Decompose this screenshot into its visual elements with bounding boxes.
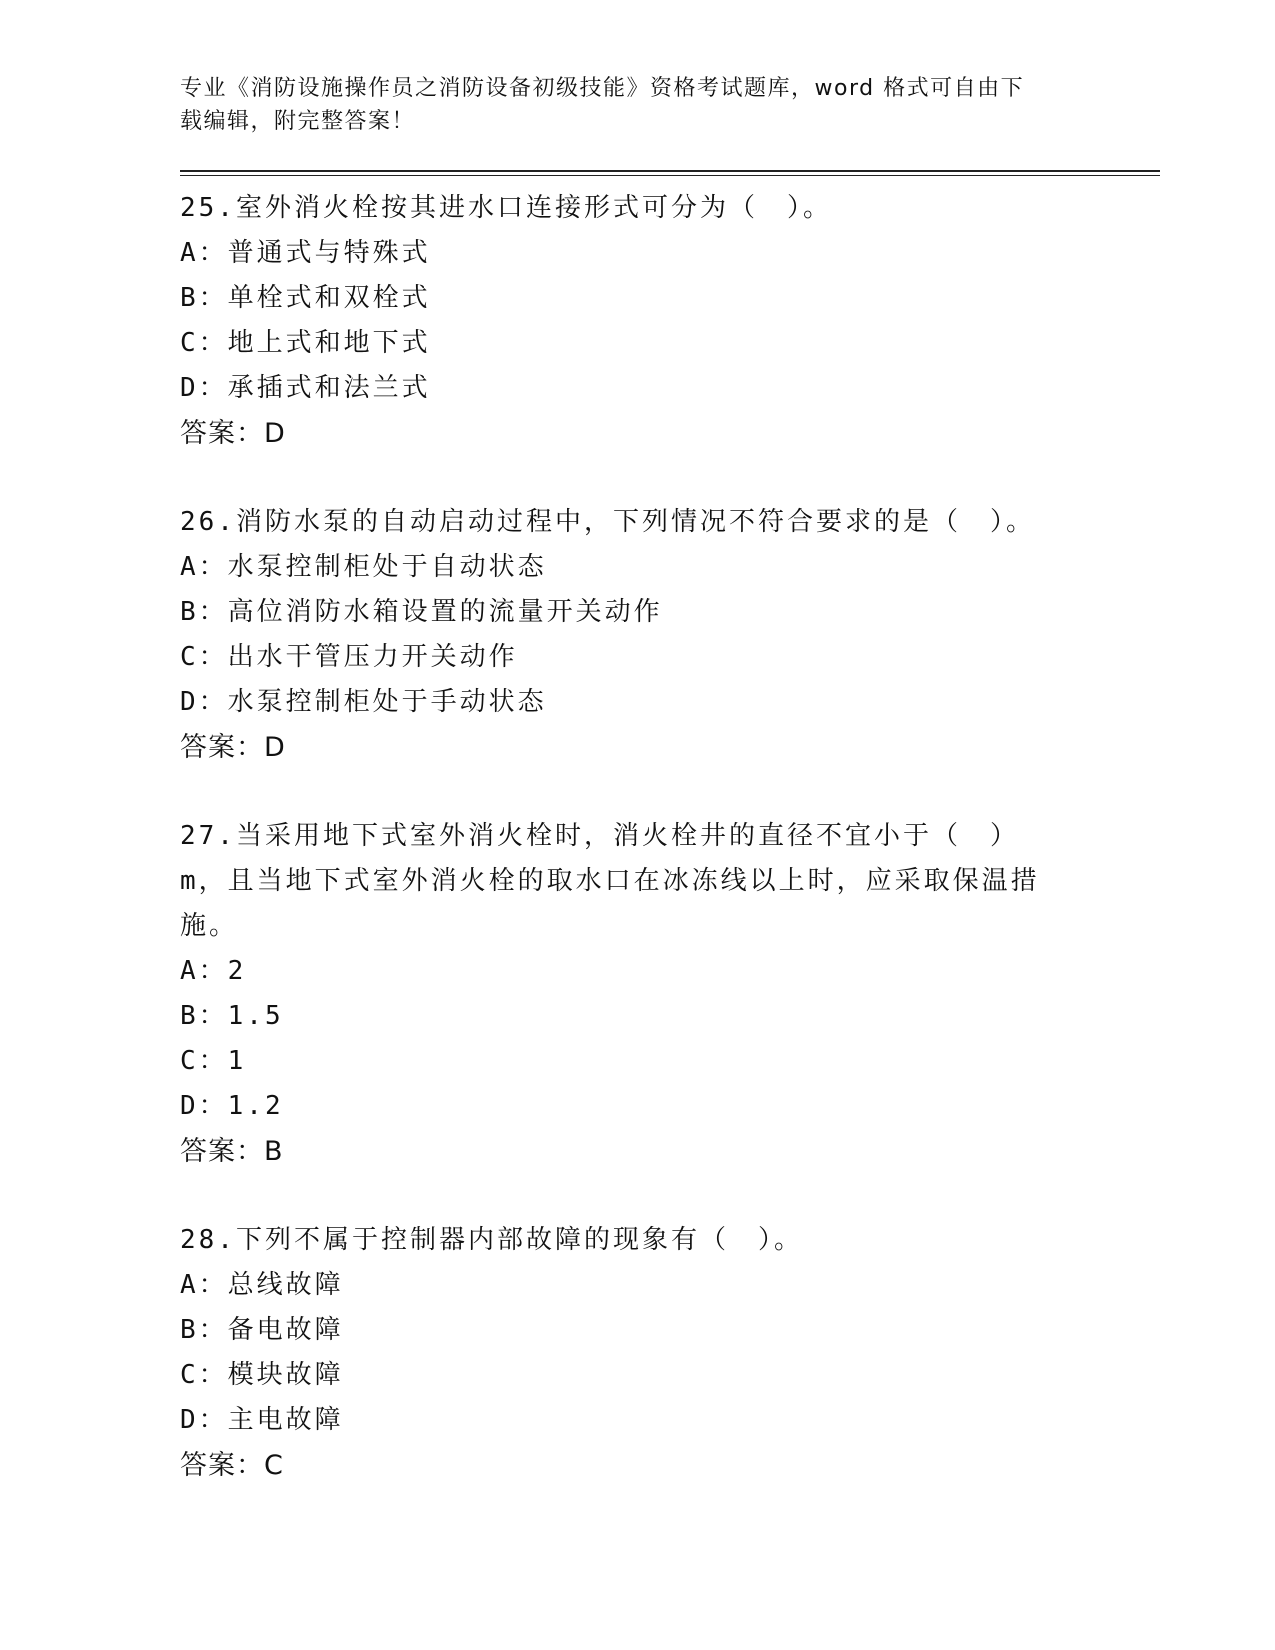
question-item bbox=[180, 1218, 1160, 1488]
option-d: D：1.2 bbox=[180, 1091, 284, 1121]
option-d: D：承插式和法兰式 bbox=[180, 373, 431, 403]
option-a: A：普通式与特殊式 bbox=[180, 238, 431, 268]
question-item bbox=[180, 500, 1160, 770]
answer-line: 答案：D bbox=[180, 732, 286, 763]
answer-line: 答案：D bbox=[180, 418, 286, 449]
option-b: B：备电故障 bbox=[180, 1315, 344, 1345]
document-page bbox=[180, 72, 1160, 1532]
answer-line: 答案：C bbox=[180, 1450, 284, 1481]
question-stem: 25.室外消火栓按其进水口连接形式可分为（ ）。 bbox=[180, 193, 832, 223]
option-c: C：模块故障 bbox=[180, 1360, 344, 1390]
option-c: C：出水干管压力开关动作 bbox=[180, 642, 518, 672]
option-b: B：高位消防水箱设置的流量开关动作 bbox=[180, 597, 663, 627]
option-a: A：水泵控制柜处于自动状态 bbox=[180, 552, 547, 582]
question-stem: 27.当采用地下式室外消火栓时，消火栓井的直径不宜小于（ ）m，且当地下式室外消火栓的取水口在冰冻线以上时，应采取保温措施。 bbox=[180, 821, 1040, 941]
document-header: 专业《消防设施操作员之消防设备初级技能》资格考试题库，word 格式可自由下载编辑，附完整答案！ bbox=[180, 76, 1025, 134]
question-list bbox=[180, 186, 1160, 1488]
answer-line: 答案：B bbox=[180, 1136, 284, 1167]
option-c: C：1 bbox=[180, 1046, 247, 1076]
question-item bbox=[180, 186, 1160, 456]
option-b: B：单栓式和双栓式 bbox=[180, 283, 431, 313]
question-stem: 26.消防水泵的自动启动过程中，下列情况不符合要求的是（ ）。 bbox=[180, 507, 1035, 537]
option-d: D：水泵控制柜处于手动状态 bbox=[180, 687, 547, 717]
option-a: A：2 bbox=[180, 956, 247, 986]
header-divider bbox=[180, 170, 1160, 176]
option-a: A：总线故障 bbox=[180, 1270, 344, 1300]
question-stem: 28.下列不属于控制器内部故障的现象有（ ）。 bbox=[180, 1225, 803, 1255]
option-d: D：主电故障 bbox=[180, 1405, 344, 1435]
option-c: C：地上式和地下式 bbox=[180, 328, 431, 358]
question-item bbox=[180, 814, 1160, 1174]
option-b: B：1.5 bbox=[180, 1001, 284, 1031]
